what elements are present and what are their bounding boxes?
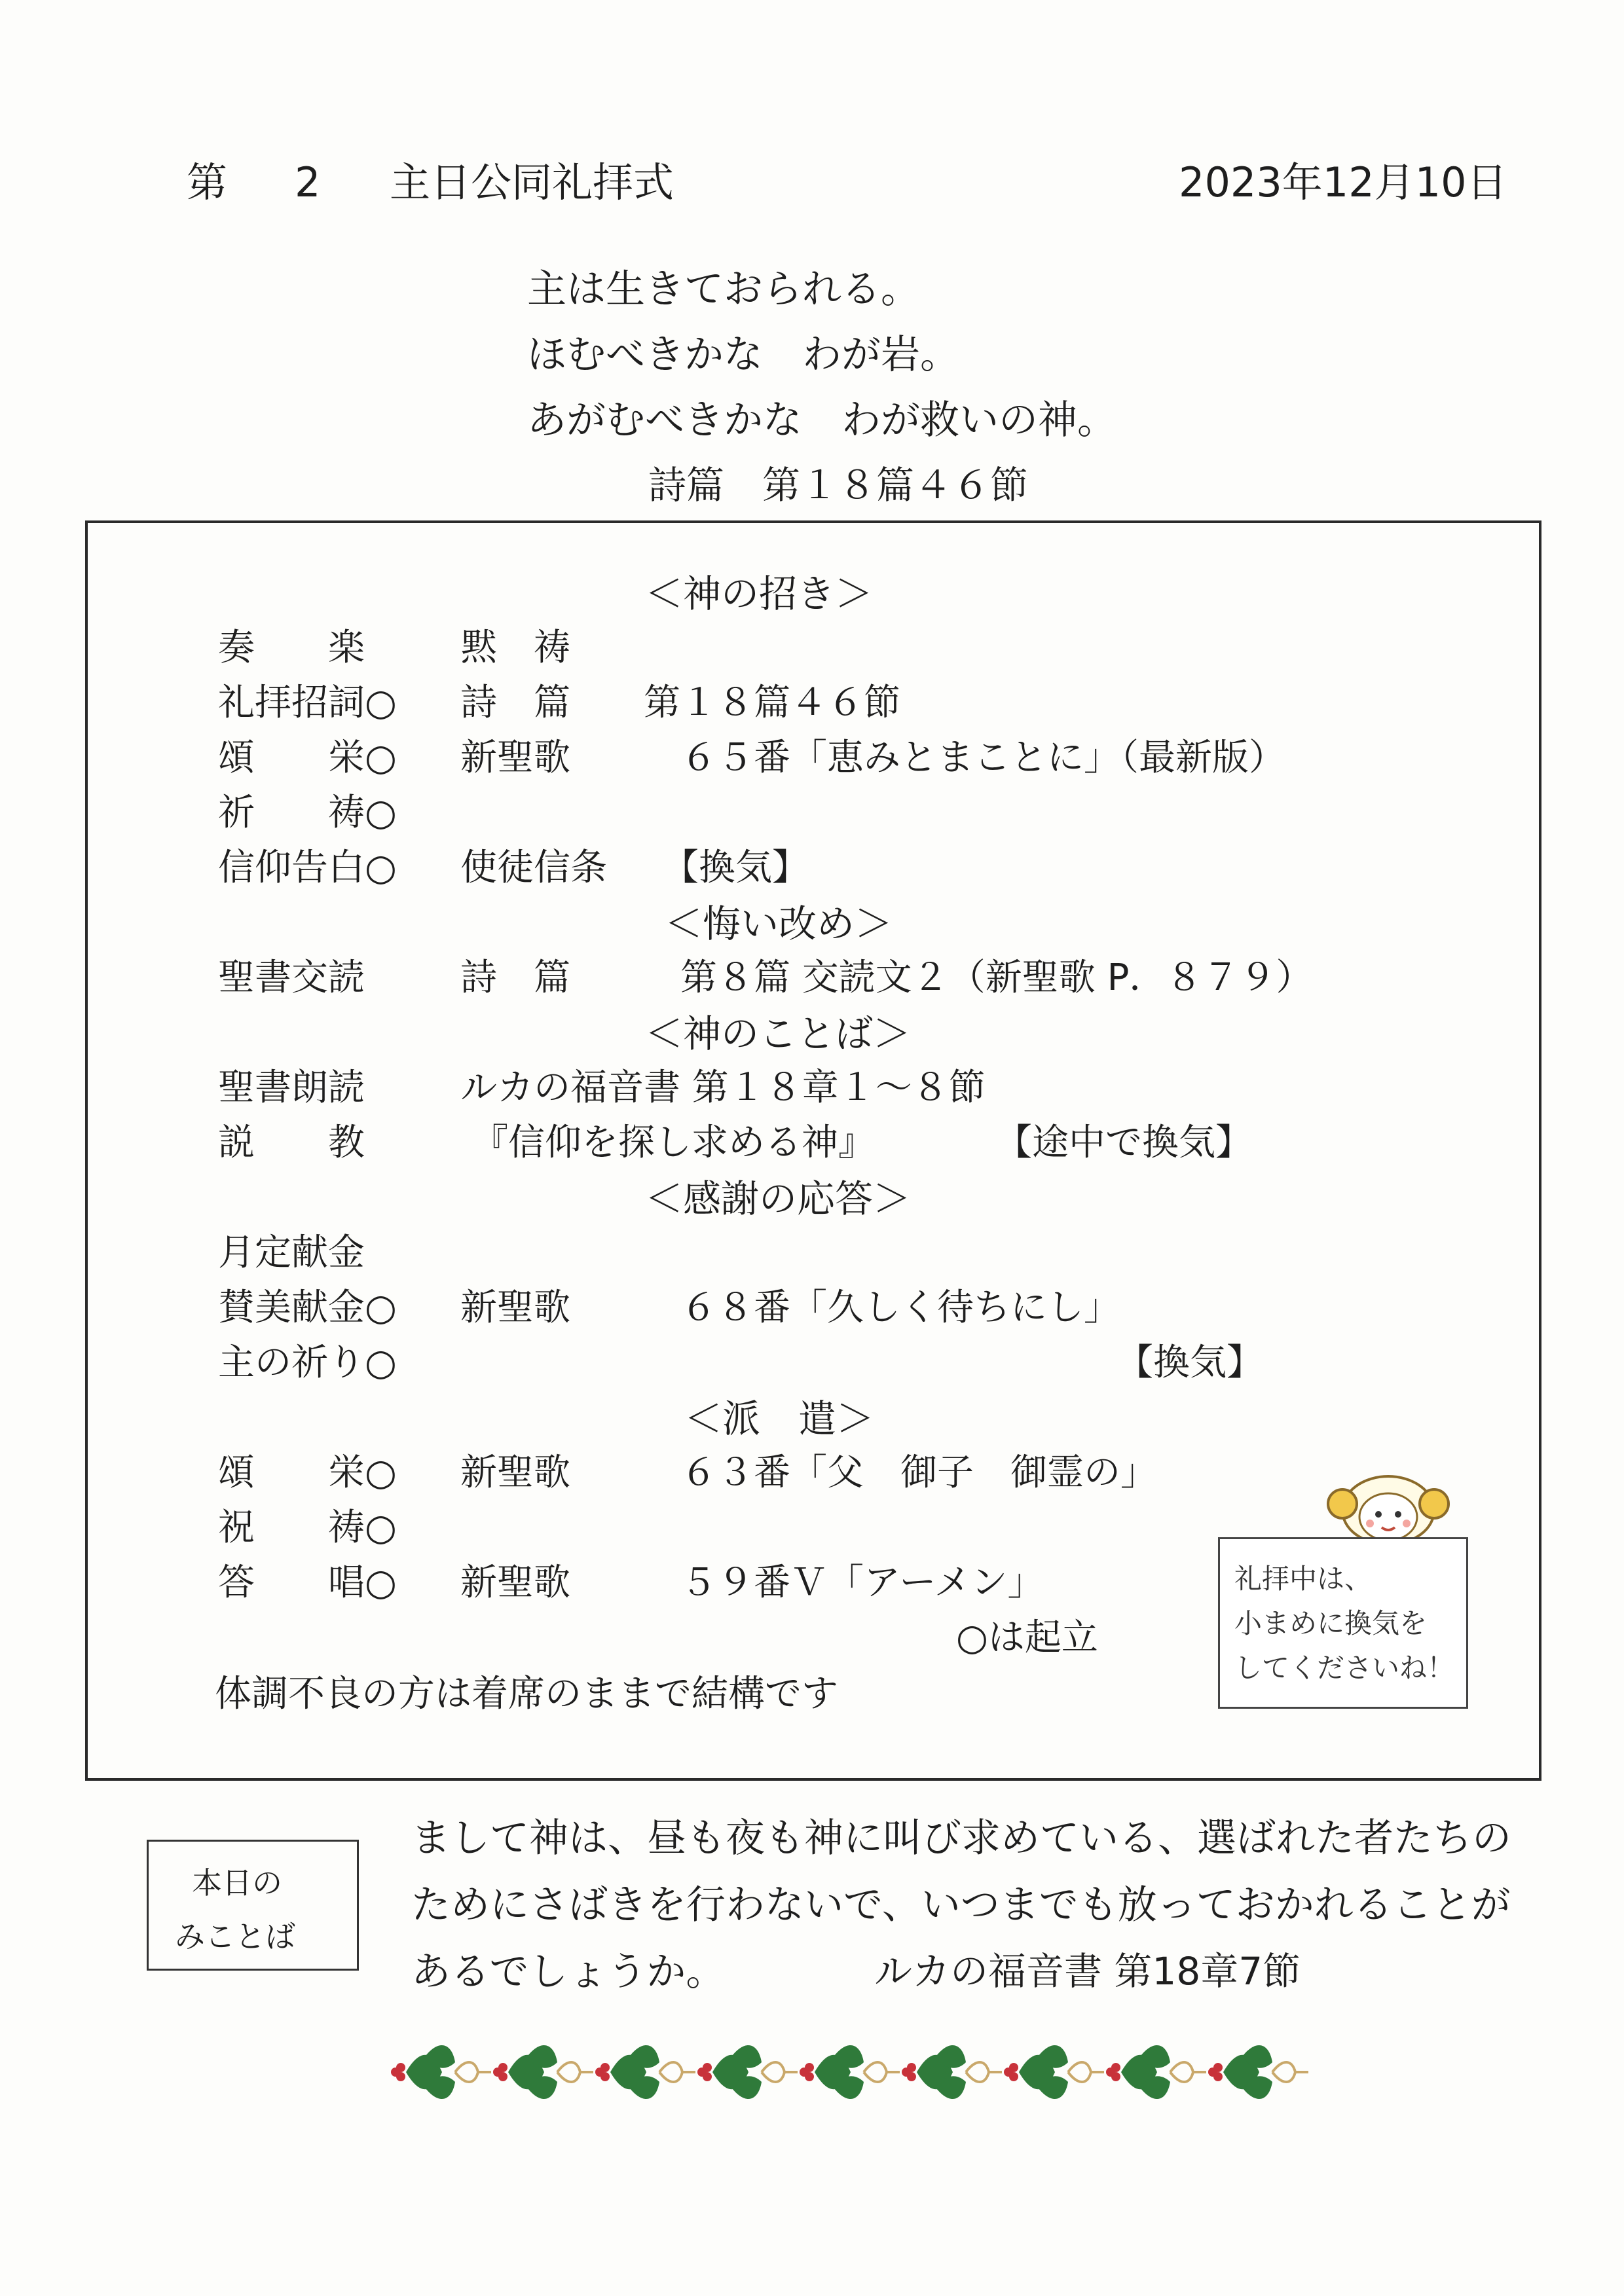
order-item-creed: 信仰告白○ <box>218 847 397 889</box>
standing-note: ○は起立 <box>956 1616 1098 1659</box>
todays-word-reference: ルカの福音書 第18章7節 <box>874 1949 1301 1994</box>
holly-sprig-icon <box>902 2045 1002 2099</box>
reminder-line2: 小まめに換気を <box>1234 1607 1428 1639</box>
holly-sprig-icon <box>1106 2045 1206 2099</box>
section-heading-word: ＜神のことば＞ <box>645 1011 912 1056</box>
order-detail-responsive-reading: 詩 篇 第８篇 交読文２（新聖歌 P．８７９） <box>460 957 1313 999</box>
holly-sprig-icon <box>595 2045 695 2099</box>
section-heading-sending: ＜派 遣＞ <box>684 1396 875 1441</box>
header-dai: 第 <box>187 158 228 206</box>
order-item-sermon: 説 教 <box>218 1121 365 1164</box>
holly-sprig-icon <box>391 2045 491 2099</box>
section-heading-repentance: ＜悔い改め＞ <box>665 902 893 946</box>
todays-word-label1: 本日の <box>192 1865 282 1901</box>
call-verse-reference: 詩篇 第１８篇４６節 <box>648 463 1029 507</box>
todays-word-label-box <box>147 1840 359 1971</box>
order-detail-amen: 新聖歌 ５９番Ｖ「アーメン」 <box>460 1561 1044 1604</box>
todays-word-line3: あるでしょうか。 <box>411 1949 726 1995</box>
order-detail-call-to-worship: 詩 篇 第１８篇４６節 <box>460 682 900 724</box>
order-detail-creed: 使徒信条 【換気】 <box>460 847 809 889</box>
order-item-scripture-reading: 聖書朗読 <box>218 1066 365 1109</box>
order-detail-doxology-closing: 新聖歌 ６３番「父 御子 御霊の」 <box>460 1451 1157 1494</box>
holly-sprig-icon <box>1208 2045 1308 2099</box>
call-verse-line1: 主は生きておられる。 <box>527 266 920 312</box>
service-date: 2023年12月10日 <box>1179 158 1507 206</box>
order-note-sermon-ventilation: 【途中で換気】 <box>995 1121 1252 1164</box>
order-item-benediction: 祝 祷○ <box>218 1506 397 1549</box>
order-detail-prelude: 黙 祷 <box>460 627 570 669</box>
call-verse-line2: ほむべきかな わが岩。 <box>527 332 959 378</box>
order-detail-sermon: 『信仰を探し求める神』 <box>471 1121 875 1164</box>
service-title: 主日公同礼拝式 <box>390 158 674 206</box>
call-verse-line3: あがむべきかな わが救いの神。 <box>527 397 1116 443</box>
sheep-mascot-icon <box>1323 1463 1454 1548</box>
service-number: 2 <box>295 158 321 206</box>
order-item-doxology: 頌 栄○ <box>218 737 397 779</box>
order-item-doxology-closing: 頌 栄○ <box>218 1451 397 1494</box>
ventilation-reminder-box <box>1218 1537 1468 1709</box>
order-item-praise-offering: 賛美献金○ <box>218 1286 397 1329</box>
order-item-lords-prayer: 主の祈り○ <box>218 1341 397 1384</box>
order-item-prayer: 祈 祷○ <box>218 792 397 834</box>
order-item-amen: 答 唱○ <box>218 1561 397 1604</box>
reminder-line3: してくださいね！ <box>1234 1652 1455 1684</box>
todays-word-line1: まして神は、昼も夜も神に叫び求めている、選ばれた者たちの <box>411 1815 1511 1861</box>
holly-garland-decoration <box>386 2036 1316 2108</box>
order-item-prelude: 奏 楽 <box>218 627 365 669</box>
todays-word-label2: みことば <box>175 1919 295 1954</box>
holly-sprig-icon <box>493 2045 593 2099</box>
order-detail-scripture-reading: ルカの福音書 第１８章１～８節 <box>460 1066 986 1109</box>
order-note-lords-prayer-ventilation: 【換気】 <box>1116 1341 1263 1384</box>
order-item-monthly-offering: 月定献金 <box>218 1231 365 1274</box>
section-heading-response: ＜感謝の応答＞ <box>645 1176 912 1221</box>
order-item-call-to-worship: 礼拝招詞○ <box>218 682 397 724</box>
holly-sprig-icon <box>1004 2045 1104 2099</box>
order-item-responsive-reading: 聖書交読 <box>218 957 365 999</box>
order-detail-praise-offering: 新聖歌 ６８番「久しく待ちにし」 <box>460 1286 1120 1329</box>
health-note: 体調不良の方は着席のままで結構です <box>215 1673 838 1715</box>
holly-sprig-icon <box>697 2045 798 2099</box>
todays-word-line2: ためにさばきを行わないで、いつまでも放っておかれることが <box>411 1882 1511 1928</box>
reminder-line1: 礼拝中は、 <box>1234 1563 1373 1595</box>
holly-sprig-icon <box>800 2045 900 2099</box>
section-heading-invitation: ＜神の招き＞ <box>645 572 874 616</box>
order-detail-doxology: 新聖歌 ６５番「恵みとまことに」（最新版） <box>460 737 1285 779</box>
